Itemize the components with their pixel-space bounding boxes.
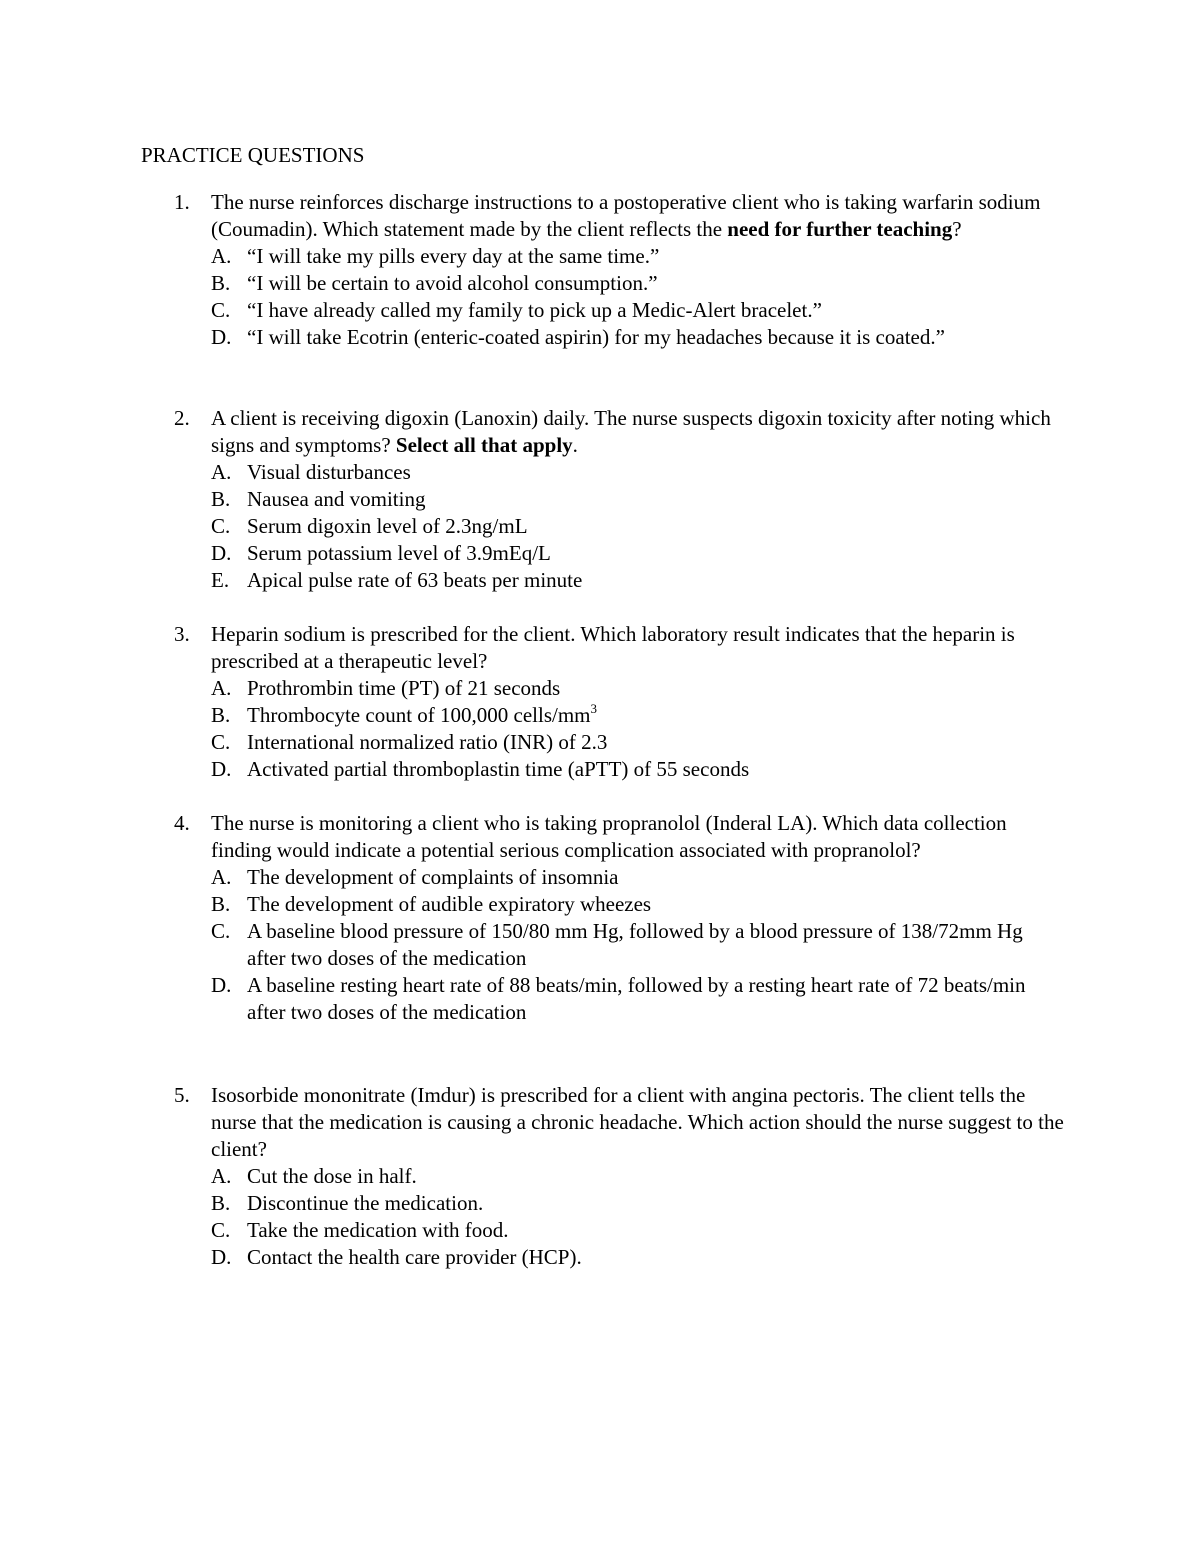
option-text: Contact the health care provider (HCP). (247, 1245, 582, 1269)
answer-option (0, 513, 1200, 540)
option-text: “I will be certain to avoid alcohol consumption.” (247, 271, 658, 295)
option-text: Prothrombin time (PT) of 21 seconds (247, 676, 561, 700)
option-text: A baseline resting heart rate of 88 beats/min, followed by a resting heart rate of 72 beats/min after two doses of the medication (247, 973, 1026, 1024)
emphasis-text: need for further teaching (727, 217, 953, 241)
question-4 (0, 810, 1200, 1026)
answer-option (0, 756, 1200, 783)
answer-option (0, 891, 1200, 918)
question-5 (0, 1082, 1200, 1271)
answer-option (0, 1190, 1200, 1217)
option-text: Apical pulse rate of 63 beats per minute (247, 568, 583, 592)
option-text: Visual disturbances (247, 460, 411, 484)
question-2 (0, 405, 1200, 594)
answer-option (0, 918, 1200, 972)
answer-option (0, 243, 1200, 270)
answer-option (0, 567, 1200, 594)
question-stem: Isosorbide mononitrate (Imdur) is prescribed for a client with angina pectoris. The client tells the nurse that the medication is causing a chronic headache. Which action should the nurse suggest to the client? (211, 1083, 1064, 1161)
question-number: 3. (174, 622, 190, 646)
option-text: “I will take my pills every day at the same time.” (247, 244, 660, 268)
option-letter: A. (211, 1164, 232, 1188)
emphasis-text: Select all that apply (395, 433, 573, 457)
question-stem: The nurse is monitoring a client who is taking propranolol (Inderal LA). Which data collection finding would indicate a potential serious complication associated with propranolol? (211, 811, 1007, 862)
option-letter: B. (211, 487, 231, 511)
question-number: 1. (174, 190, 190, 214)
answer-option (0, 297, 1200, 324)
option-text: “I have already called my family to pick up a Medic-Alert bracelet.” (247, 298, 822, 322)
option-letter: C. (211, 514, 231, 538)
option-letter: C. (211, 298, 231, 322)
superscript: 3 (590, 701, 598, 716)
question-number: 4. (174, 811, 190, 835)
answer-option (0, 972, 1200, 1026)
option-letter: D. (211, 757, 232, 781)
option-text: Thrombocyte count of 100,000 cells/$mm^3$ (247, 701, 598, 727)
option-letter: D. (211, 1245, 232, 1269)
option-text: Serum potassium level of 3.9mEq/L (247, 541, 551, 565)
option-letter: B. (211, 1191, 231, 1215)
option-letter: C. (211, 730, 231, 754)
option-letter: D. (211, 541, 232, 565)
option-text: Activated partial thromboplastin time (aPTT) of 55 seconds (247, 757, 750, 781)
page-title: PRACTICE QUESTIONS (141, 143, 365, 167)
option-letter: B. (211, 271, 231, 295)
answer-option (0, 702, 1200, 729)
option-letter: B. (211, 703, 231, 727)
option-text: “I will take Ecotrin (enteric-coated aspirin) for my headaches because it is coated.” (247, 325, 945, 349)
option-letter: A. (211, 460, 232, 484)
option-text: The development of audible expiratory wheezes (247, 892, 652, 916)
answer-option (0, 459, 1200, 486)
option-text: Discontinue the medication. (247, 1191, 484, 1215)
answer-option (0, 540, 1200, 567)
option-text: Cut the dose in half. (247, 1164, 417, 1188)
option-text: Nausea and vomiting (247, 487, 426, 511)
option-text: The development of complaints of insomnia (247, 865, 619, 889)
option-letter: B. (211, 892, 231, 916)
option-letter: C. (211, 1218, 231, 1242)
option-text: A baseline blood pressure of 150/80 mm Hg, followed by a blood pressure of 138/72mm Hg after two doses of the medication (247, 919, 1023, 970)
option-letter: A. (211, 865, 232, 889)
option-letter: E. (211, 568, 230, 592)
question-stem: A client is receiving digoxin (Lanoxin) daily. The nurse suspects digoxin toxicity after noting which signs and symptoms? Select all that apply. (211, 406, 1051, 457)
answer-option (0, 1163, 1200, 1190)
option-letter: D. (211, 973, 232, 997)
question-stem: The nurse reinforces discharge instructions to a postoperative client who is taking warfarin sodium (Coumadin). Which statement made by the client reflects the need for further teaching? (211, 190, 1041, 241)
option-letter: C. (211, 919, 231, 943)
question-number: 5. (174, 1083, 190, 1107)
answer-option (0, 1244, 1200, 1271)
question-1 (0, 189, 1200, 351)
answer-option (0, 864, 1200, 891)
option-letter: A. (211, 244, 232, 268)
option-text: Take the medication with food. (247, 1218, 509, 1242)
option-letter: D. (211, 325, 232, 349)
option-text: Serum digoxin level of 2.3ng/mL (247, 514, 528, 538)
answer-option (0, 1217, 1200, 1244)
question-3 (0, 621, 1200, 783)
answer-option (0, 675, 1200, 702)
question-stem: Heparin sodium is prescribed for the client. Which laboratory result indicates that the heparin is prescribed at a therapeutic level? (211, 622, 1015, 673)
option-letter: A. (211, 676, 232, 700)
question-number: 2. (174, 406, 190, 430)
answer-option (0, 270, 1200, 297)
answer-option (0, 486, 1200, 513)
answer-option (0, 729, 1200, 756)
option-text: International normalized ratio (INR) of 2.3 (247, 730, 608, 754)
answer-option (0, 324, 1200, 351)
